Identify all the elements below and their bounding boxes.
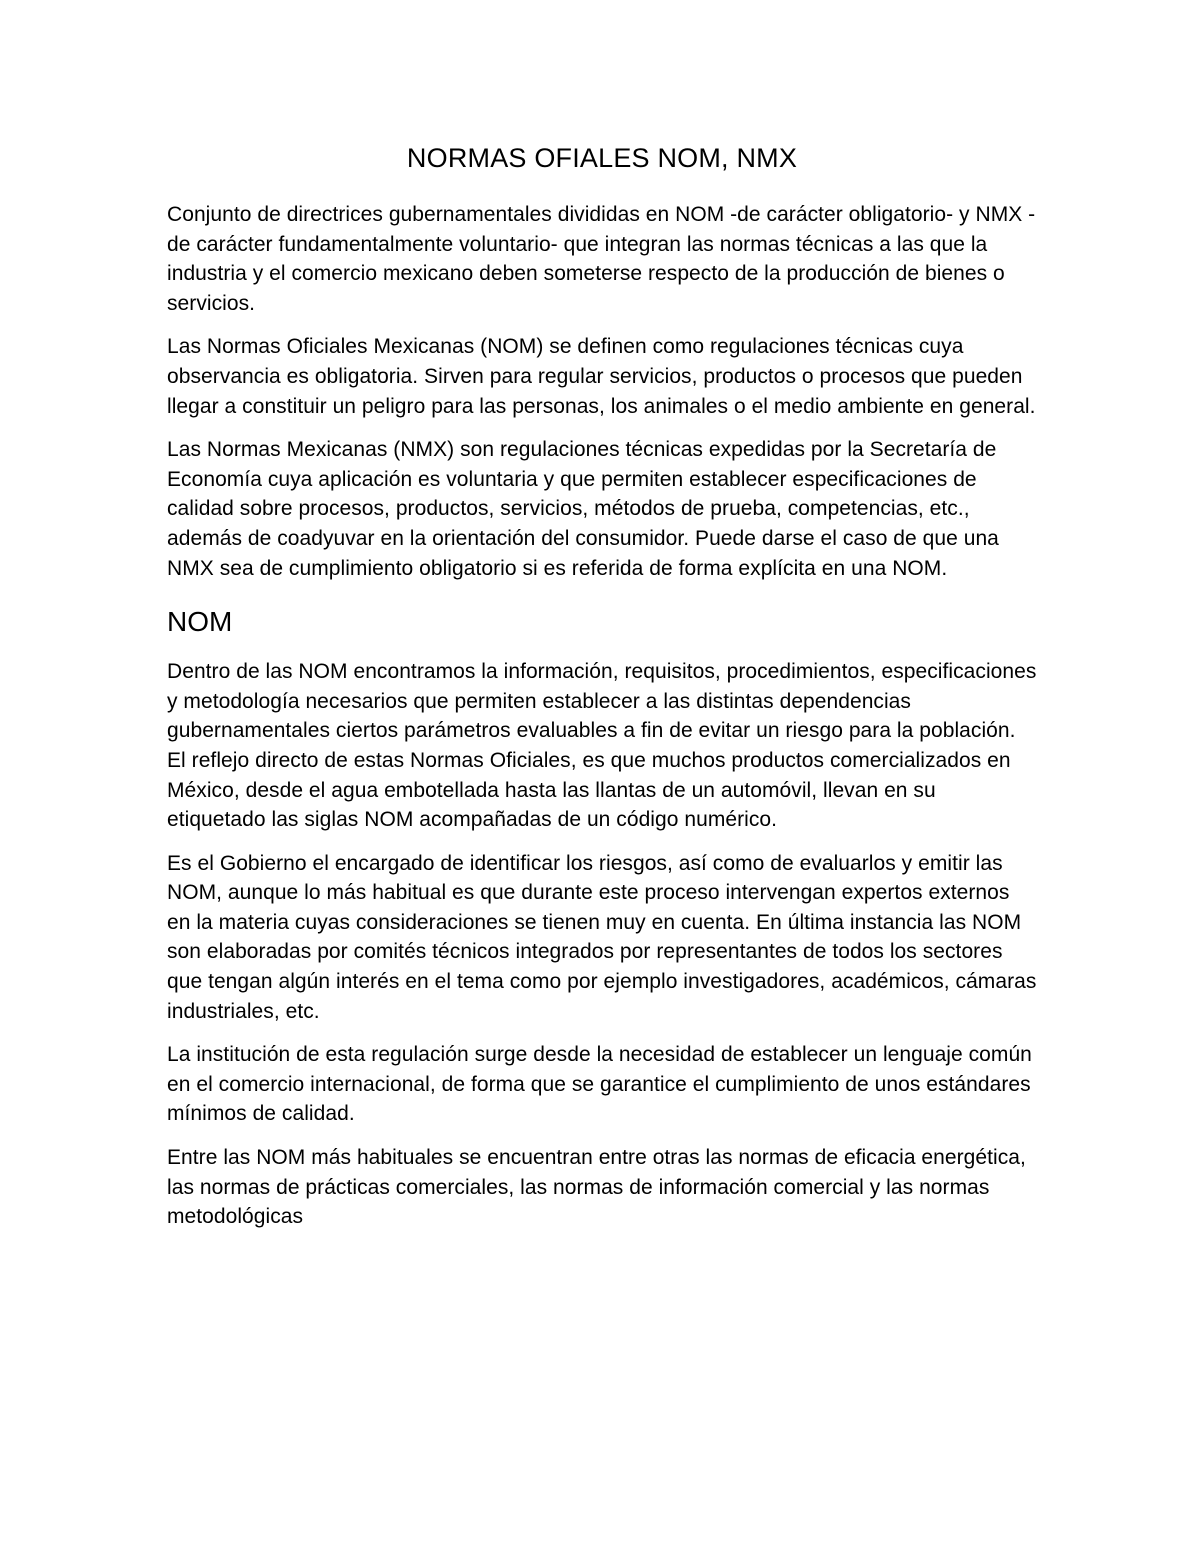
intro-paragraph-1: Conjunto de directrices gubernamentales divididas en NOM -de carácter obligatorio- y NMX -de carácter fundamentalmente voluntario- que integran las normas técnicas a las que la industria y el comercio mexicano deben someterse respecto de la producción de bienes o servicios.: [167, 203, 1036, 315]
nom-paragraph-1: Dentro de las NOM encontramos la información, requisitos, procedimientos, especificaciones y metodología necesarios que permiten establecer a las distintas dependencias gubernamentales ciertos parámetros evaluables a fin de evitar un riesgo para la población. El reflejo directo de estas Normas Oficiales, es que muchos productos comercializados en México, desde el agua embotellada hasta las llantas de un automóvil, llevan en su etiquetado las siglas NOM acompañadas de un código numérico.: [167, 660, 1037, 832]
document-body: [167, 140, 1037, 1246]
document-title: NORMAS OFIALES NOM, NMX: [406, 143, 798, 173]
intro-paragraph-3: Las Normas Mexicanas (NMX) son regulaciones técnicas expedidas por la Secretaría de Economía cuya aplicación es voluntaria y que permiten establecer especificaciones de calidad sobre procesos, productos, servicios, métodos de prueba, competencias, etc., además de coadyuvar en la orientación del consumidor. Puede darse el caso de que una NMX sea de cumplimiento obligatorio si es referida de forma explícita en una NOM.: [167, 438, 999, 580]
nom-paragraph-2: Es el Gobierno el encargado de identificar los riesgos, así como de evaluarlos y emitir las NOM, aunque lo más habitual es que durante este proceso intervengan expertos externos en la materia cuyas consideraciones se tienen muy en cuenta. En última instancia las NOM son elaboradas por comités técnicos integrados por representantes de todos los sectores que tengan algún interés en el tema como por ejemplo investigadores, académicos, cámaras industriales, etc.: [167, 851, 1037, 1023]
nom-paragraph-4: Entre las NOM más habituales se encuentran entre otras las normas de eficacia energética, las normas de prácticas comerciales, las normas de información comercial y las normas metodológicas: [167, 1146, 1026, 1229]
nom-paragraph-3: La institución de esta regulación surge desde la necesidad de establecer un lenguaje común en el comercio internacional, de forma que se garantice el cumplimiento de unos estándares mínimos de calidad.: [167, 1043, 1032, 1126]
section-heading-nom: NOM: [167, 606, 233, 638]
intro-paragraph-2: Las Normas Oficiales Mexicanas (NOM) se definen como regulaciones técnicas cuya observancia es obligatoria. Sirven para regular servicios, productos o procesos que pueden llegar a constituir un peligro para las personas, los animales o el medio ambiente en general.: [167, 335, 1036, 418]
